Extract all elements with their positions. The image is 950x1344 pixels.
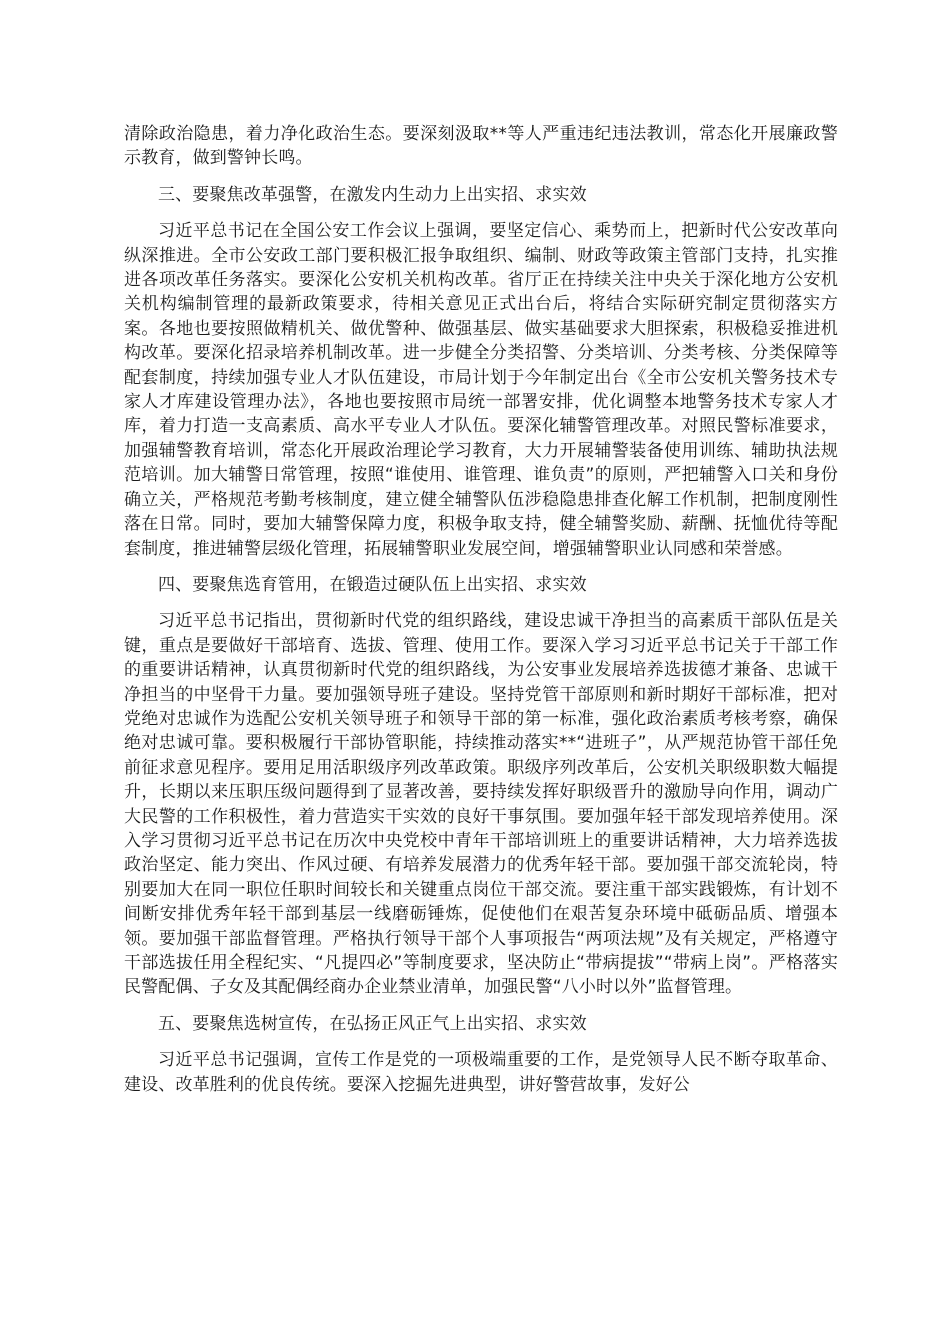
- paragraph-section-5: 习近平总书记强调，宣传工作是党的一项极端重要的工作，是党领导人民不断夺取革命、建设、改革胜利的优良传统。要深入挖掘先进典型，讲好警营故事，发好公: [124, 1050, 838, 1095]
- section-heading-3: 三、要聚焦改革强警，在激发内生动力上出实招、求实效: [158, 184, 587, 205]
- section-heading-5: 五、要聚焦选树宣传，在弘扬正风正气上出实招、求实效: [158, 1013, 587, 1034]
- paragraph-section-3: 习近平总书记在全国公安工作会议上强调，要坚定信心、乘势而上，把新时代公安改革向纵深推进。全市公安政工部门要积极汇报争取组织、编制、财政等政策主管部门支持，扎实推进各项改革任务落实。要深化公安机关机构改革。省厅正在持续关注中央关于深化地方公安机关机构编制管理的最新政策要求，待相关意见正式出台后，将结合实际研究制定贯彻落实方案。各地也要按照做精机关、做优警种、做强基层、做实基础要求大胆探索，积极稳妥推进机构改革。要深化招录培养机制改革。进一步健全分类招警、分类培训、分类考核、分类保障等配套制度，持续加强专业人才队伍建设，市局计划于今年制定出台《全市公安机关警务技术专家人才库建设管理办法》，各地也要按照市局统一部署安排，优化调整本地警务技术专家人才库，着力打造一支高素质、高水平专业人才队伍。要深化辅警管理改革。对照民警标准要求，加强辅警教育培训，常态化开展政治理论学习教育，大力开展辅警装备使用训练、辅助执法规范培训。加大辅警日常管理，按照“谁使用、谁管理、谁负责”的原则，严把辅警入口关和身份确立关，严格规范考勤考核制度，建立健全辅警队伍涉稳隐患排查化解工作机制，把制度刚性落在日常。同时，要加大辅警保障力度，积极争取支持，健全辅警奖励、薪酬、抚恤优待等配套制度，推进辅警层级化管理，拓展辅警职业发展空间，增强辅警职业认同感和荣誉感。: [124, 221, 838, 559]
- document-body: [124, 122, 838, 1097]
- paragraph-continuation: 清除政治隐患，着力净化政治生态。要深刻汲取**等人严重违纪违法教训，常态化开展廉政警示教育，做到警钟长鸣。: [124, 124, 838, 169]
- section-heading-4: 四、要聚焦选育管用，在锻造过硬队伍上出实招、求实效: [158, 574, 587, 595]
- paragraph-section-4: 习近平总书记指出，贯彻新时代党的组织路线，建设忠诚干净担当的高素质干部队伍是关键，重点是要做好干部培育、选拔、管理、使用工作。要深入学习习近平总书记关于干部工作的重要讲话精神，认真贯彻新时代党的组织路线，为公安事业发展培养选拔德才兼备、忠诚干净担当的中坚骨干力量。要加强领导班子建设。坚持党管干部原则和新时期好干部标准，把对党绝对忠诚作为选配公安机关领导班子和领导干部的第一标准，强化政治素质考核考察，确保绝对忠诚可靠。要积极履行干部协管职能，持续推动落实**“进班子”，从严规范协管干部任免前征求意见程序。要用足用活职级序列改革政策。职级序列改革后，公安机关职级职数大幅提升，长期以来压职压级问题得到了显著改善，要持续发挥好职级晋升的激励导向作用，调动广大民警的工作积极性，着力营造实干实效的良好干事氛围。要加强年轻干部发现培养使用。深入学习贯彻习近平总书记在历次中央党校中青年干部培训班上的重要讲话精神，大力培养选拔政治坚定、能力突出、作风过硬、有培养发展潜力的优秀年轻干部。要加强干部交流轮岗，特别要加大在同一职位任职时间较长和关键重点岗位干部交流。要注重干部实践锻炼，有计划不间断安排优秀年轻干部到基层一线磨砺锤炼，促使他们在艰苦复杂环境中砥砺品质、增强本领。要加强干部监督管理。严格执行领导干部个人事项报告“两项法规”及有关规定，严格遵守干部选拔任用全程纪实、“凡提四必”等制度要求，坚决防止“带病提拔”“带病上岗”。严格落实民警配偶、子女及其配偶经商办企业禁业清单，加强民警“八小时以外”监督管理。: [124, 611, 838, 998]
